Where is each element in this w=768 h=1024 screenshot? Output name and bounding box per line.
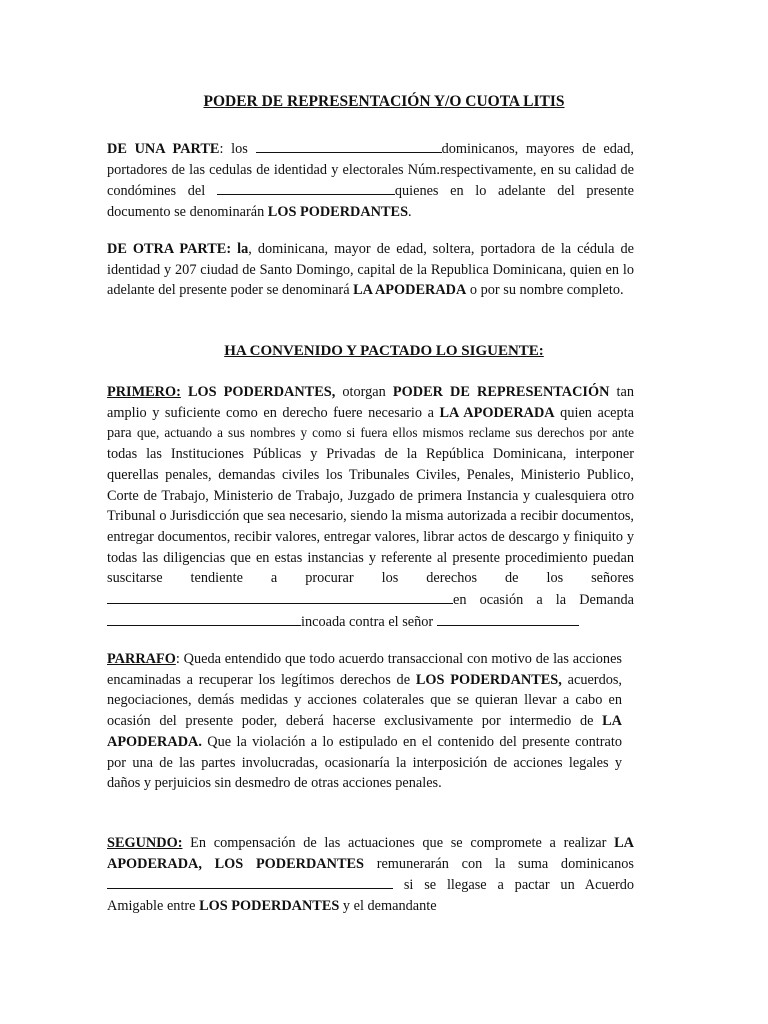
paragraph-primero: PRIMERO: LOS PODERDANTES, otorgan PODER DE REPRESENTACIÓN tan amplio y suficiente como en derecho fuere necesario a LA APODERADA quien acepta para que, actuando a sus nombres y como si fuera ellos mismos reclame sus derechos por ante todas las Instituciones Públicas y Privadas de la República Dominicana, interponer querellas penales, demandas civiles los Tribunales Civiles, Penales, Ministerio Publico, Corte de Trabajo, Ministerio de Trabajo, Juzgado de primera Instancia y cualesquiera otro Tribunal o Jurisdicción que sea necesario, siendo la misma autorizada a recibir documentos, entregar documentos, recibir valores, entregar valores, librar actos de descargo y finiquito y todas las diligencias que en estas instancias y referente al presente procedimiento puedan suscitarse tendiente a procurar los derechos de los señores en ocasión a la Demanda incoada contra el señor (107, 384, 634, 630)
label-primero: PRIMERO: (107, 384, 181, 400)
paragraph-de-otra-parte: DE OTRA PARTE: la, dominicana, mayor de edad, soltera, portadora de la cédula de identidad y 207 ciudad de Santo Domingo, capital de la Republica Dominicana, quien en lo adelante del presente poder se denominará LA APODERADA o por su nombre completo. (107, 241, 634, 299)
paragraph-parrafo: PARRAFO: Queda entendido que todo acuerdo transaccional con motivo de las acciones encaminadas a recuperar los legítimos derechos de LOS PODERDANTES, acuerdos, negociaciones, demás medidas y acciones colaterales que se quieran llevar a cabo en ocasión del presente poder, deberá hacerse exclusivamente por intermedio de LA APODERADA. Que la violación a lo estipulado en el contenido del presente contrato por una de las partes involucradas, ocasionaría la interposición de acciones legales y daños y perjuicios sin desmedro de otras acciones penales. (107, 651, 623, 792)
document-title: PODER DE REPRESENTACIÓN Y/O CUOTA LITIS (203, 93, 565, 110)
blank-line (107, 611, 301, 626)
blank-line (437, 611, 579, 626)
blank-line (107, 589, 453, 604)
label-segundo: SEGUNDO: (107, 835, 183, 851)
label-de-una-parte: DE UNA PARTE (107, 141, 220, 157)
label-de-otra-parte: DE OTRA PARTE: (107, 241, 232, 257)
blank-line (107, 874, 393, 889)
blank-line (256, 138, 442, 153)
label-parrafo: PARRAFO (107, 651, 176, 667)
section-heading: HA CONVENIDO Y PACTADO LO SIGUENTE: (224, 343, 544, 359)
paragraph-de-una-parte: DE UNA PARTE: los dominicanos, mayores de edad, portadores de las cedulas de identidad y electorales Núm.respectivamente, en su calidad de condómines del quienes en lo adelante del presente documento se denominarán LOS PODERDANTES. (107, 138, 634, 223)
paragraph-segundo: SEGUNDO: En compensación de las actuaciones que se compromete a realizar LA APODERADA, LOS PODERDANTES remunerarán con la suma dominicanos si se llegase a pactar un Acuerdo Amigable entre LOS PODERDANTES y el demandante (107, 835, 634, 915)
blank-line (217, 180, 395, 195)
